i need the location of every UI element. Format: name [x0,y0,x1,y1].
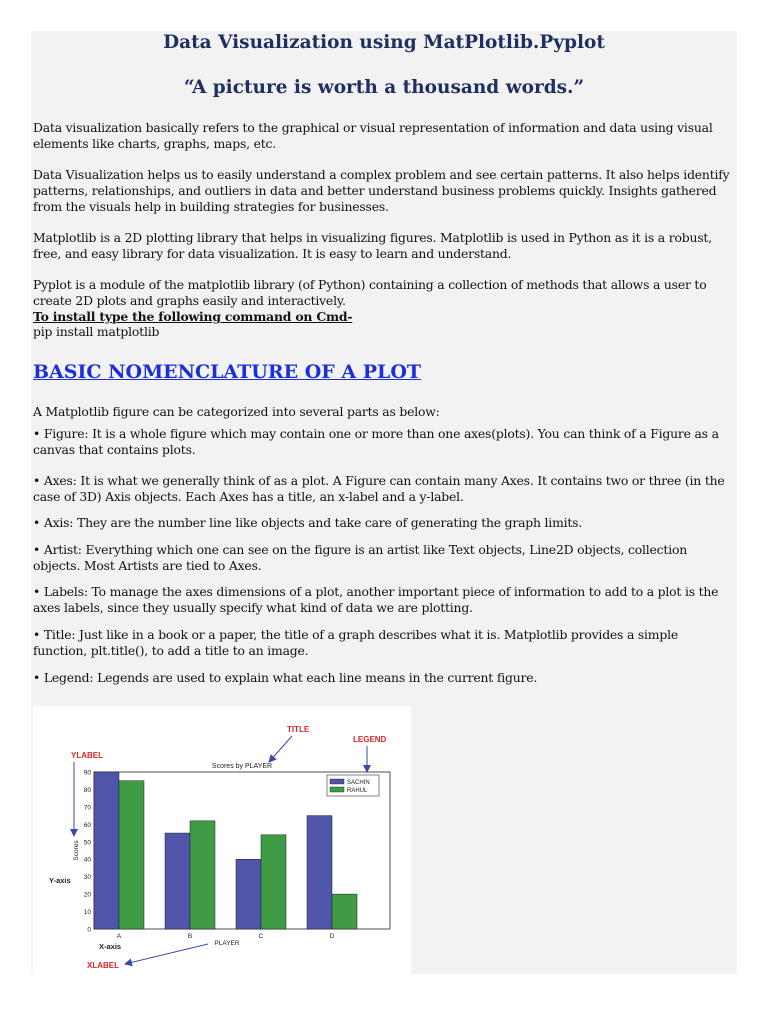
y-tick-label: 60 [83,821,91,829]
arrow-title [269,736,292,762]
y-tick-label: 20 [83,891,91,899]
install-command: pip install matplotlib [33,324,160,339]
bullet-title: • Title: Just like in a book or a paper, the title of a graph describes what it is. Matplotlib provides a simple function, plt.title(), to add a title to an image. [33,627,678,658]
annotation-ylabel: YLABEL [71,751,103,760]
quote-heading: “A picture is worth a thousand words.” [183,77,585,98]
legend-swatch-rahul [330,787,344,792]
legend-label-rahul: RAHUL [347,788,368,794]
chart-title: Scores by PLAYER [211,763,273,770]
paragraph-pyplot: Pyplot is a module of the matplotlib library (of Python) containing a collection of methods that allows a user to create 2D plots and graphs easily and interactively. [33,277,707,308]
y-axis-label: Scores [73,840,80,861]
bullet-legend: • Legend: Legends are used to explain what each line means in the current figure. [33,670,538,685]
bullet-axes: • Axes: It is what we generally think of as a plot. A Figure can contain many Axes. It contains two or three (in the case of 3D) Axis objects. Each Axes has a title, an x-label and a y-label. [33,473,725,504]
bullet-figure: • Figure: It is a whole figure which may contain one or more than one axes(plots). You can think of a Figure as a canvas that contains plots. [33,426,719,457]
bar-rahul-b [190,821,215,929]
arrow-xlabel [125,944,208,964]
x-axis-label: PLAYER [214,940,240,947]
bar-rahul-a [119,781,144,929]
paragraph-intro: Data visualization basically refers to the graphical or visual representation of information and data using visual elements like charts, graphs, maps, etc. [33,120,713,151]
legend-label-sachin: SACHIN [347,780,370,786]
x-tick-label: A [116,933,122,940]
document-title: Data Visualization using MatPlotlib.Pyplot [163,32,605,53]
y-tick-label: 90 [83,769,91,777]
bar-sachin-d [307,816,332,929]
y-tick-label: 70 [83,804,91,812]
legend-swatch-sachin [330,779,344,784]
bar-sachin-a [94,772,119,929]
bullet-axis: • Axis: They are the number line like objects and take care of generating the graph limits. [33,515,583,530]
paragraph-benefits: Data Visualization helps us to easily understand a complex problem and see certain patterns. It also helps identify patterns, relationships, and outliers in data and better understand business problems quickly. Insights gathered from the visuals help in building strategies for businesses. [33,167,730,214]
annotation-xlabel: XLABEL [87,961,119,970]
section-heading: BASIC NOMENCLATURE OF A PLOT [33,361,422,383]
section-intro: A Matplotlib figure can be categorized into several parts as below: [33,404,440,419]
x-tick-label: C [258,933,264,940]
y-tick-label: 10 [83,909,91,917]
bar-chart [33,706,411,974]
bar-sachin-b [165,833,190,929]
paragraph-matplotlib: Matplotlib is a 2D plotting library that helps in visualizing figures. Matplotlib is used in Python as it is a robust, free, and easy library for data visualization. It is easy to learn and understand. [33,230,712,261]
annotated-chart-figure [33,706,411,974]
bar-sachin-c [236,859,261,929]
annotation-title: TITLE [287,725,310,734]
y-tick-label: 50 [83,839,91,847]
install-heading: To install type the following command on Cmd- [33,309,353,324]
annotation-x-axis: X-axis [99,942,122,951]
annotation-legend: LEGEND [353,735,387,744]
y-tick-label: 30 [83,874,91,882]
bullet-artist: • Artist: Everything which one can see on the figure is an artist like Text objects, Line2D objects, collection objects. Most Artists are tied to Axes. [33,542,687,573]
bar-rahul-d [332,894,357,929]
annotation-y-axis: Y-axis [49,876,71,885]
y-tick-label: 0 [87,926,91,934]
x-tick-label: D [329,933,335,940]
bullet-labels: • Labels: To manage the axes dimensions of a plot, another important piece of information to add to a plot is the axes labels, since they usually specify what kind of data we are plotting. [33,584,719,615]
y-tick-label: 80 [83,786,91,794]
y-tick-label: 40 [83,856,91,864]
bar-rahul-c [261,835,286,929]
x-tick-label: B [187,933,193,940]
